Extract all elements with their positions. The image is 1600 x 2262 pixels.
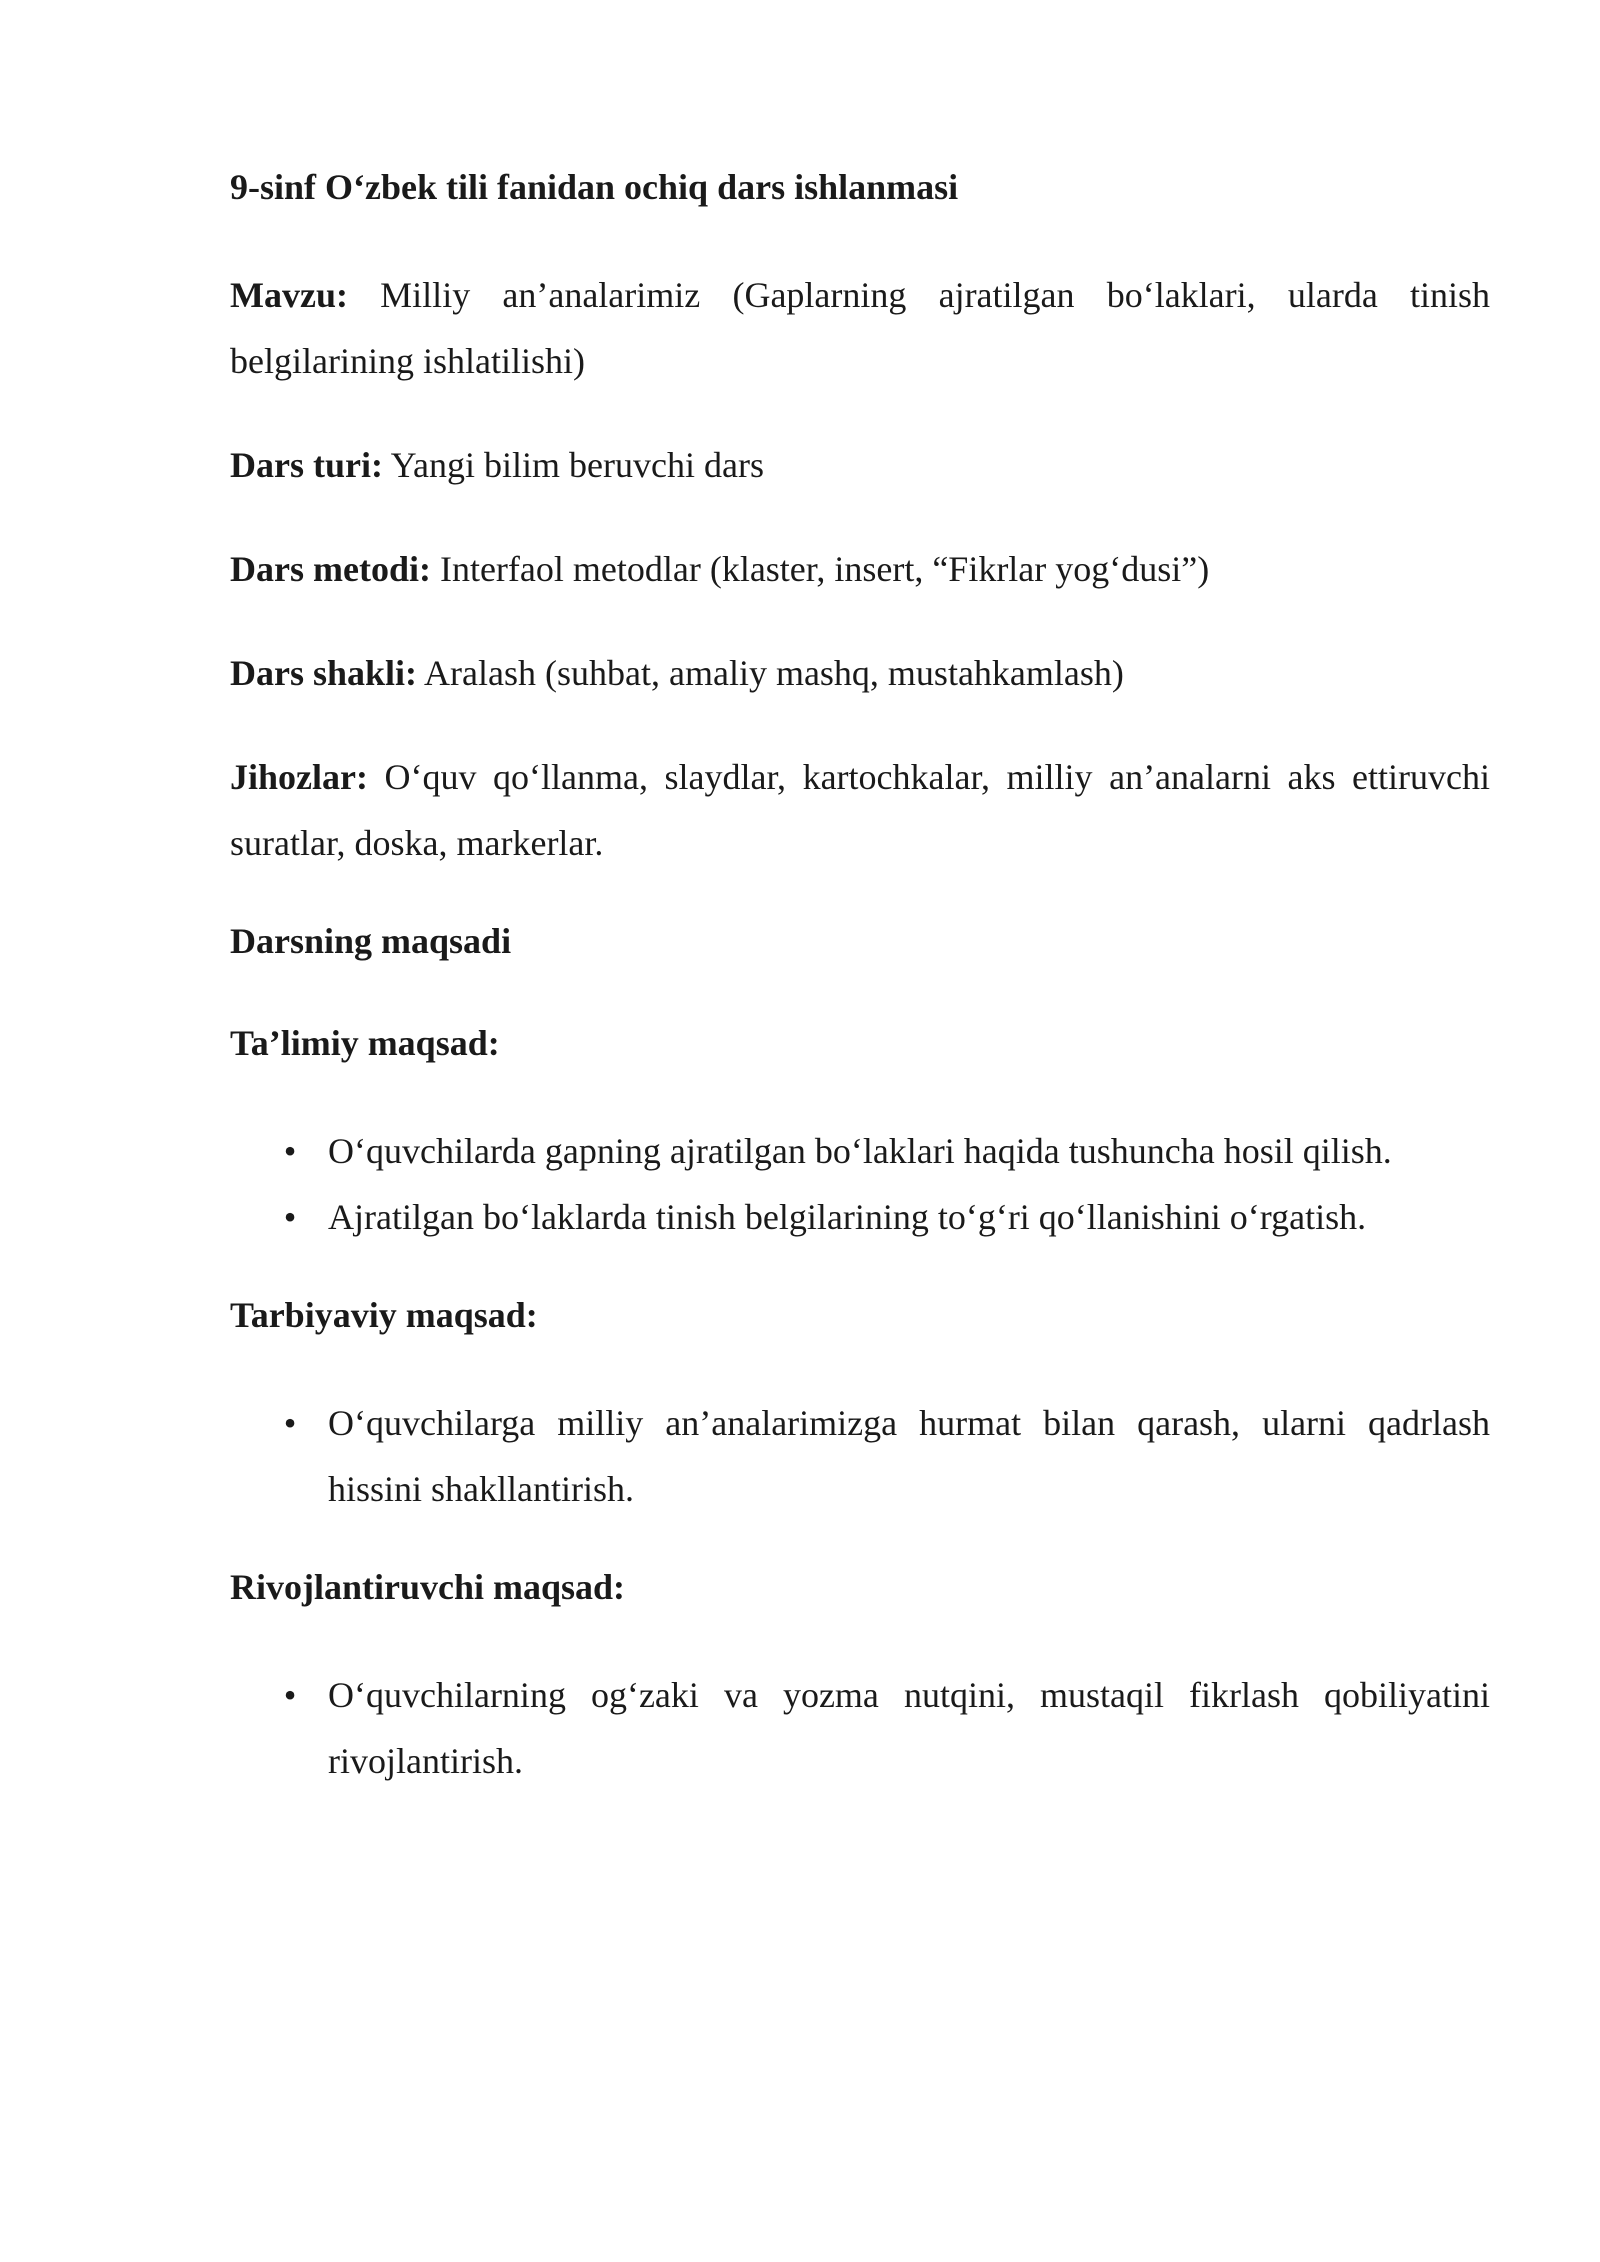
field-value: Yangi bilim beruvchi dars: [390, 445, 764, 485]
list-item: [230, 1662, 1490, 1794]
field-lesson-method: [230, 536, 1490, 602]
field-lesson-type: [230, 432, 1490, 498]
field-label: Jihozlar:: [230, 757, 368, 797]
field-value: Interfaol metodlar (klaster, insert, “Fikrlar yog‘dusi”): [439, 549, 1210, 589]
field-label: Dars turi:: [230, 445, 383, 485]
educational-goal-list: [230, 1118, 1490, 1250]
list-item-text: O‘quvchilarga milliy an’analarimizga hurmat bilan qarash, ularni qadrlash hissini shakllantirish.: [328, 1403, 1490, 1509]
field-value: Milliy an’analarimiz (Gaplarning ajratilgan bo‘laklari, ularda tinish belgilarining ishlatilishi): [230, 275, 1491, 381]
field-label: Dars shakli:: [230, 653, 418, 693]
field-topic: [230, 262, 1490, 394]
document-title: 9-sinf O‘zbek tili fanidan ochiq dars ishlanmasi: [230, 167, 959, 207]
list-item: [230, 1184, 1490, 1250]
list-item-text: O‘quvchilarning og‘zaki va yozma nutqini, mustaqil fikrlash qobiliyatini rivojlantirish.: [328, 1675, 1490, 1781]
field-lesson-form: [230, 640, 1490, 706]
developmental-goal-list: [230, 1662, 1490, 1794]
bullet: •: [283, 1131, 297, 1171]
document-page: [230, 160, 1490, 1832]
bullet: •: [283, 1403, 297, 1443]
list-item: [230, 1118, 1490, 1184]
bullet: •: [283, 1197, 297, 1237]
list-item-text: O‘quvchilarda gapning ajratilgan bo‘laklari haqida tushuncha hosil qilish.: [328, 1131, 1392, 1171]
list-item: [230, 1390, 1490, 1522]
developmental-goal-heading: Rivojlantiruvchi maqsad:: [230, 1567, 626, 1607]
upbringing-goal-heading: Tarbiyaviy maqsad:: [230, 1295, 538, 1335]
field-label: Dars metodi:: [230, 549, 431, 589]
bullet: •: [283, 1675, 297, 1715]
field-value: O‘quv qo‘llanma, slaydlar, kartochkalar, milliy an’analarni aks ettiruvchi suratlar, doska, markerlar.: [230, 757, 1490, 863]
field-equipment: [230, 744, 1490, 876]
educational-goal-heading: Ta’limiy maqsad:: [230, 1023, 500, 1063]
field-label: Mavzu:: [230, 275, 348, 315]
field-value: Aralash (suhbat, amaliy mashq, mustahkamlash): [424, 653, 1124, 693]
goals-heading: Darsning maqsadi: [230, 921, 512, 961]
upbringing-goal-list: [230, 1390, 1490, 1522]
list-item-text: Ajratilgan bo‘laklarda tinish belgilarining to‘g‘ri qo‘llanishini o‘rgatish.: [328, 1197, 1367, 1237]
